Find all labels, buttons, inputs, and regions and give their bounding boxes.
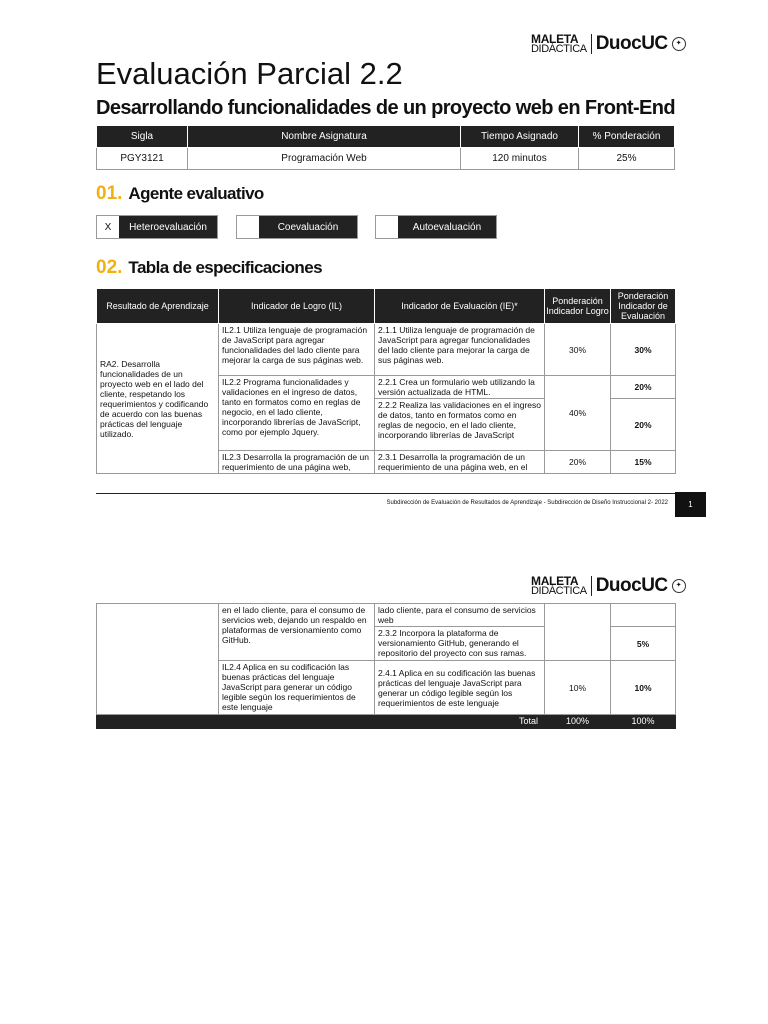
cell-sigla: PGY3121 [97, 148, 188, 170]
header-ponderacion: % Ponderación [579, 126, 675, 148]
header-il: Indicador de Logro (IL) [219, 289, 375, 324]
agent-checkbox[interactable] [376, 216, 398, 238]
cell-ie: 2.3.2 Incorpora la plataforma de versionamiento GitHub, generando el repositorio del proyecto con sus ramas. [375, 627, 545, 661]
header-pond-il: Ponderación Indicador Logro [545, 289, 611, 324]
cell-asignatura: Programación Web [188, 148, 461, 170]
cell-ie: 2.1.1 Utiliza lenguaje de programación de JavaScript para agregar funcionalidades del lado cliente para mejorar la carga de sus páginas web. [375, 324, 545, 376]
cell-ie: 2.3.1 Desarrolla la programación de un requerimiento de una página web, en el [375, 451, 545, 474]
cell-il: IL2.3 Desarrolla la programación de un requerimiento de una página web, [219, 451, 375, 474]
table-row [97, 604, 676, 627]
header-ra: Resultado de Aprendizaje [97, 289, 219, 324]
cell-ra-continued [97, 604, 219, 715]
cell-pond-il: 40% [545, 376, 611, 451]
agent-option-co[interactable] [236, 215, 358, 239]
logo-didactica: DIDÁCTICA [531, 585, 587, 597]
spec-header-row [97, 289, 676, 324]
agent-option-hetero[interactable] [96, 215, 218, 239]
total-pond-ie: 100% [611, 715, 676, 729]
agent-label: Coevaluación [259, 216, 357, 238]
logo-separator [591, 576, 592, 596]
cell-pond-ie: 10% [611, 661, 676, 715]
cell-pond-ie-continued [611, 604, 676, 627]
cell-ie: lado cliente, para el consumo de servicios web [375, 604, 545, 627]
agent-label: Autoevaluación [398, 216, 496, 238]
duoc-logo [531, 33, 686, 55]
cell-pond-ie: 20% [611, 376, 676, 399]
section-title: Agente evaluativo [128, 184, 264, 203]
header-tiempo: Tiempo Asignado [461, 126, 579, 148]
cell-ie: 2.4.1 Aplica en su codificación las buenas prácticas del lenguaje JavaScript para generar un código legible según los requerimientos de este lenguaje [375, 661, 545, 715]
logo-separator [591, 34, 592, 54]
duoc-logo-page2 [531, 575, 686, 597]
cell-tiempo: 120 minutos [461, 148, 579, 170]
agent-label: Heteroevaluación [119, 216, 217, 238]
cell-pond-il: 30% [545, 324, 611, 376]
total-pond-il: 100% [545, 715, 611, 729]
section-number: 02. [96, 257, 123, 278]
logo-brand: DuocUC [595, 33, 668, 54]
logo-maleta: MALETA [531, 574, 579, 588]
info-data-row [97, 148, 675, 170]
agent-checkbox[interactable]: X [97, 216, 119, 238]
cell-ie: 2.2.2 Realiza las validaciones en el ingreso de datos, tanto en formatos como en reglas de negocio, en el lado cliente, incorporando librerías de JavaScript [375, 399, 545, 451]
cell-pond-il: 20% [545, 451, 611, 474]
cell-pond-ie: 20% [611, 399, 676, 451]
cell-pond-ie: 5% [611, 627, 676, 661]
cell-pond-il-continued [545, 604, 611, 661]
header-sigla: Sigla [97, 126, 188, 148]
total-label: Total [97, 715, 545, 729]
header-ie: Indicador de Evaluación (IE)* [375, 289, 545, 324]
agent-checkbox[interactable] [237, 216, 259, 238]
section-number: 01. [96, 183, 123, 204]
spec-table [96, 288, 676, 474]
logo-brand: DuocUC [595, 575, 668, 596]
total-row [97, 715, 676, 729]
page-number: 1 [675, 492, 706, 517]
agent-option-auto[interactable] [375, 215, 497, 239]
logo-didactica: DIDÁCTICA [531, 43, 587, 55]
seal-icon: ✦ [672, 579, 686, 593]
cell-pond-il: 10% [545, 661, 611, 715]
header-asignatura: Nombre Asignatura [188, 126, 461, 148]
logo-maleta: MALETA [531, 32, 579, 46]
table-row [97, 324, 676, 376]
cell-ponderacion: 25% [579, 148, 675, 170]
cell-il: IL2.2 Programa funcionalidades y validaciones en el ingreso de datos, tanto en formatos como en reglas de negocio, en el lado cliente, incorporando librerías de JavaScript, como por ejemplo Jquery. [219, 376, 375, 451]
info-header-row [97, 126, 675, 148]
cell-ra: RA2. Desarrolla funcionalidades de un proyecto web en el lado del cliente, respetando los requerimientos y codificando de acuerdo con las buenas prácticas del lenguaje utilizado. [97, 324, 219, 474]
cell-pond-ie: 15% [611, 451, 676, 474]
footer-divider [96, 493, 675, 494]
spec-table-continued [96, 603, 676, 729]
page-title: Evaluación Parcial 2.2 [96, 56, 403, 91]
cell-il: IL2.4 Aplica en su codificación las buenas prácticas del lenguaje JavaScript para generar un código legible según los requerimientos de este lenguaje [219, 661, 375, 715]
header-pond-ie: Ponderación Indicador de Evaluación [611, 289, 676, 324]
cell-il: IL2.1 Utiliza lenguaje de programación de JavaScript para agregar funcionalidades del lado cliente para mejorar la carga de sus páginas web. [219, 324, 375, 376]
cell-ie: 2.2.1 Crea un formulario web utilizando la versión actualizada de HTML. [375, 376, 545, 399]
page-subtitle: Desarrollando funcionalidades de un proyecto web en Front-End [96, 97, 676, 119]
cell-il: en el lado cliente, para el consumo de servicios web, dejando un respaldo en plataformas de versionamiento como GitHub. [219, 604, 375, 661]
footer-text: Subdirección de Evaluación de Resultados de Aprendizaje - Subdirección de Diseño Instruccional 2- 2022 [386, 500, 668, 506]
section-title: Tabla de especificaciones [128, 258, 322, 277]
cell-pond-ie: 30% [611, 324, 676, 376]
section-tabla [96, 257, 322, 279]
seal-icon: ✦ [672, 37, 686, 51]
section-agente [96, 183, 264, 205]
course-info-table [96, 125, 675, 170]
